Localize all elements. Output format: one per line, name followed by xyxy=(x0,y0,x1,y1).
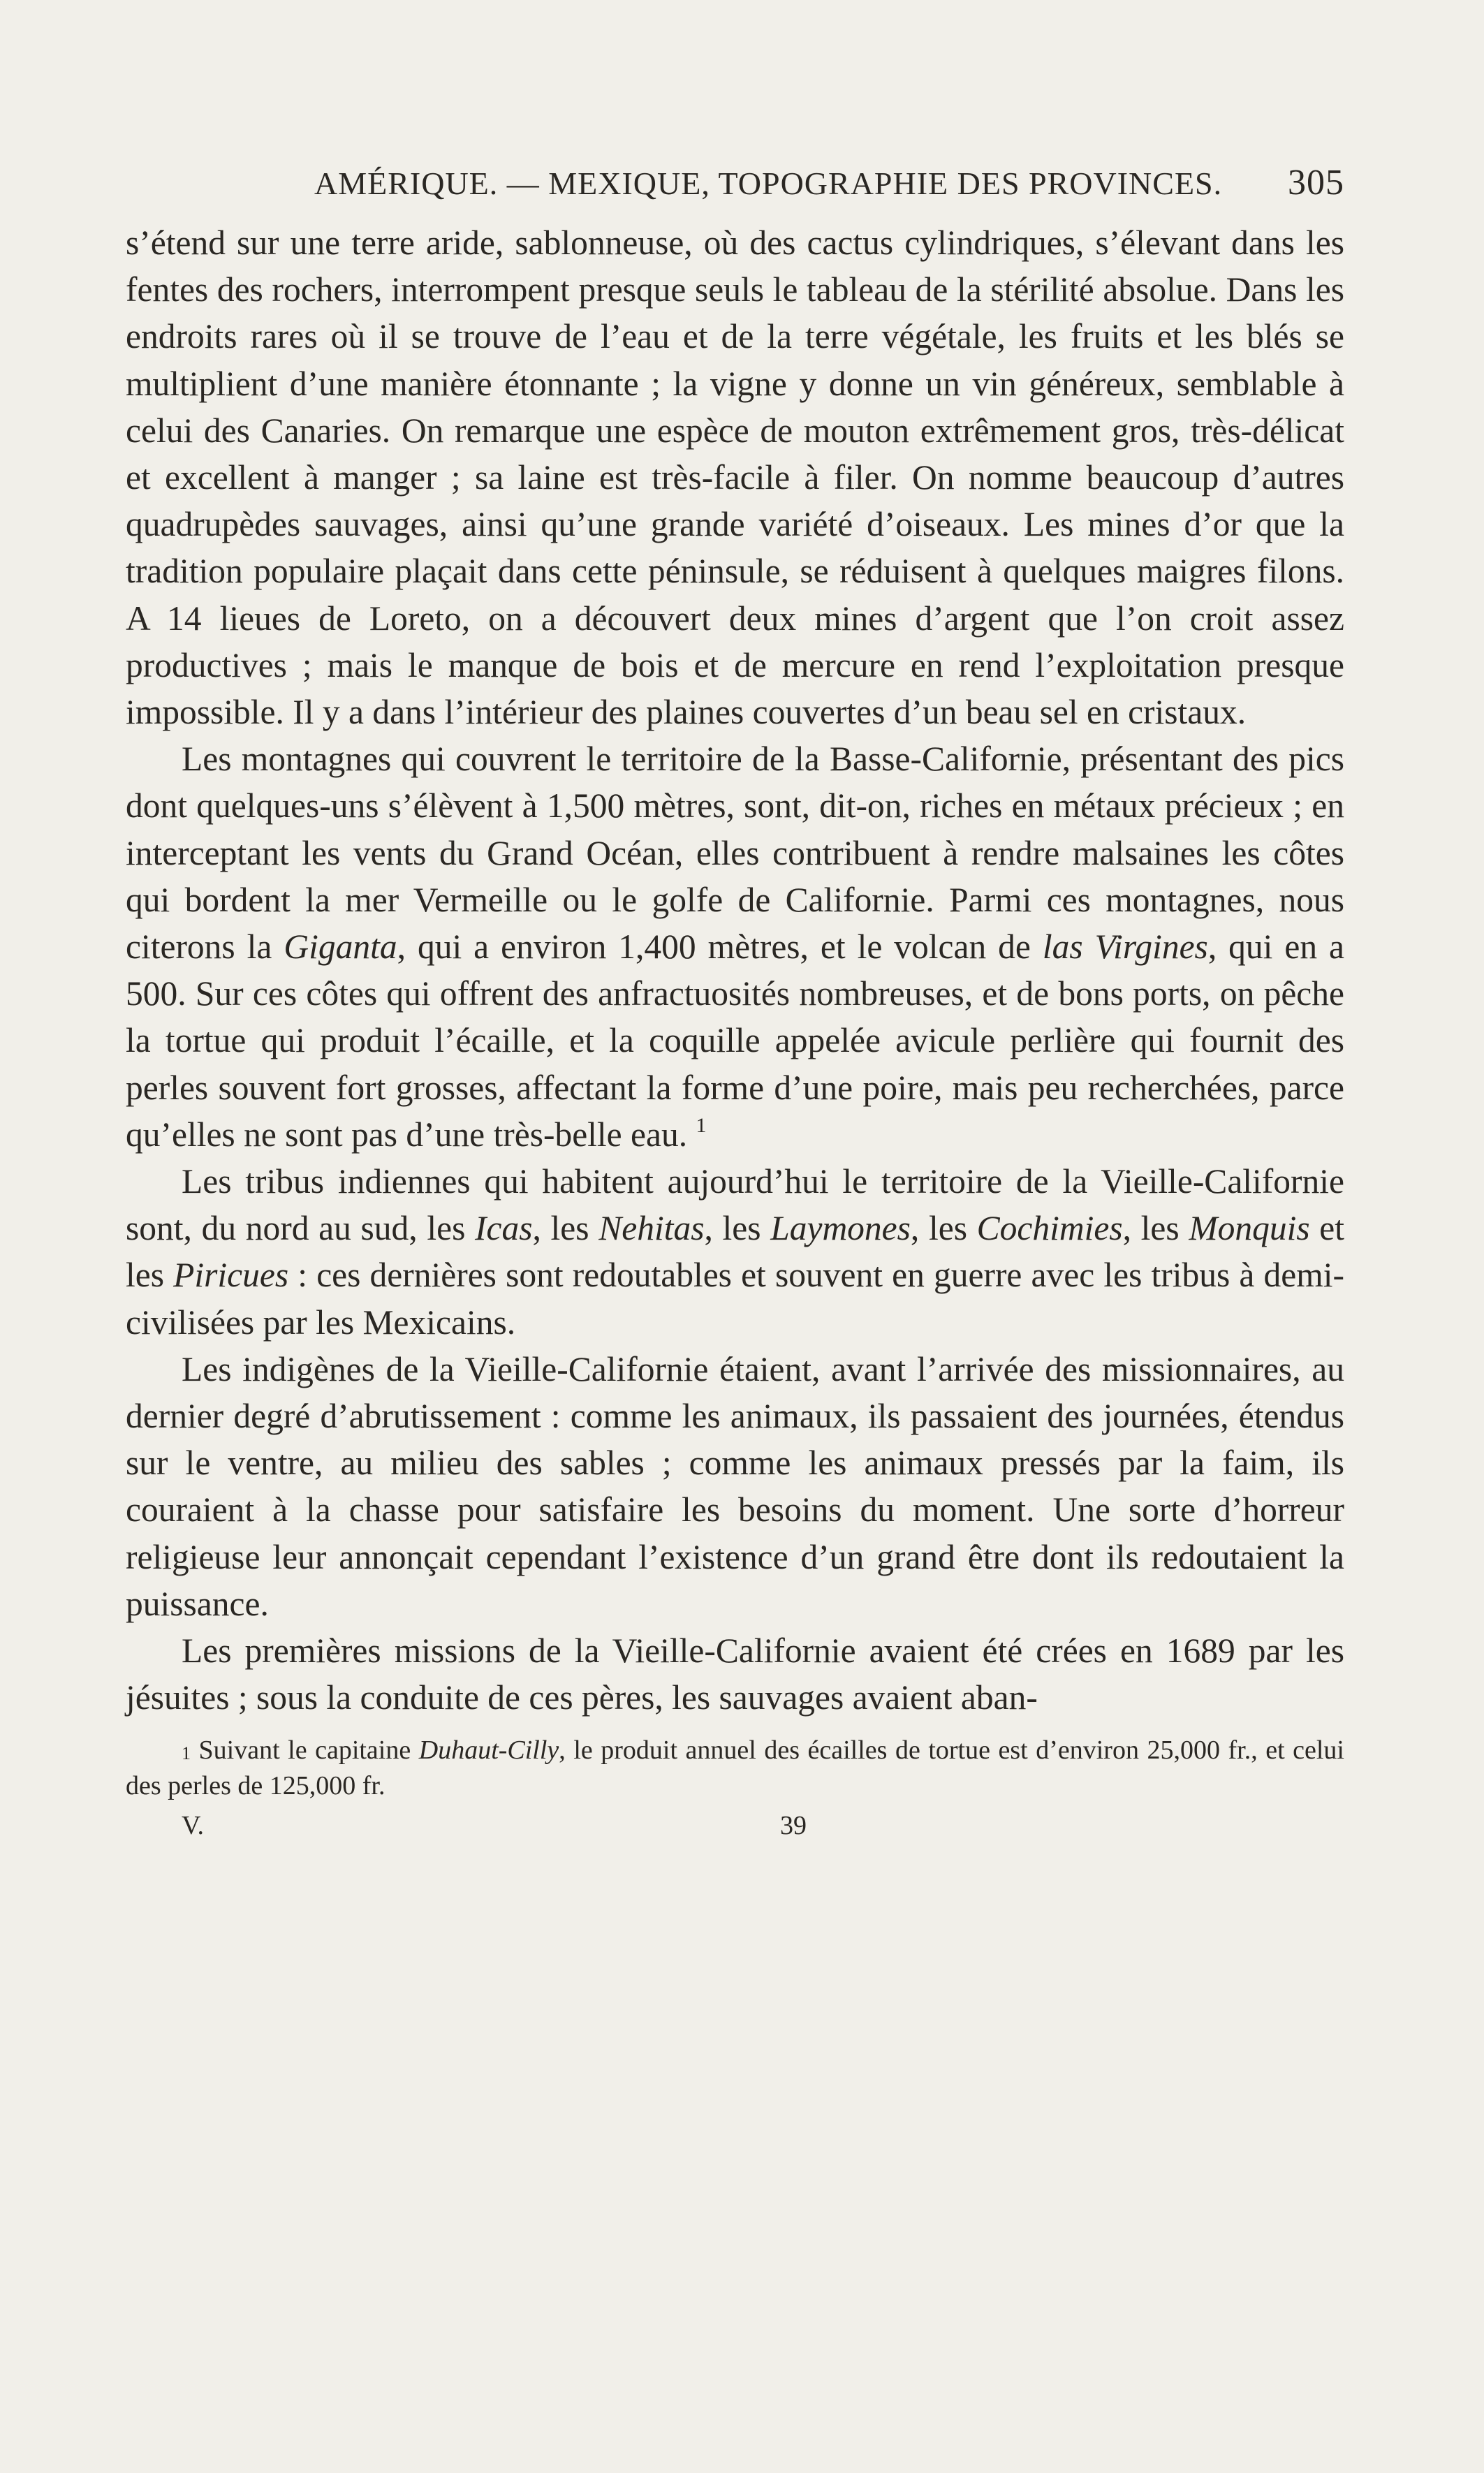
sheet-number: 39 xyxy=(780,1810,807,1840)
tribe-name: Piricues xyxy=(173,1256,289,1295)
footnote-author: Duhaut-Cilly xyxy=(418,1735,559,1765)
place-name-las-virgines: las Virgines xyxy=(1042,927,1208,967)
tribe-name: Nehitas xyxy=(598,1209,705,1248)
paragraph-2-text: , qui a environ 1,400 mètres, et le volcan de xyxy=(397,927,1031,967)
footnote-reference: 1 xyxy=(696,1113,707,1137)
place-name-giganta: Giganta xyxy=(284,927,397,967)
paragraph-3-text: Les tribus indiennes qui habitent aujourd’hui le territoire de la Vieille-Californie sont, du nord au sud, les xyxy=(126,1162,1344,1248)
separator: , les xyxy=(910,1209,967,1248)
footnote xyxy=(126,1733,1344,1804)
paragraph-3-text: : ces dernières sont redoutables et souvent en guerre avec les tribus à demi-civilisées par les Mexicains. xyxy=(126,1256,1345,1342)
signature-line xyxy=(126,1808,1344,1843)
paragraph-2-text: Les montagnes qui couvrent le territoire de la Basse-Californie, présentant des pics dont quelques-uns s’élèvent à 1,500 mètres, sont, dit-on, riches en métaux précieux ; en interceptant les vents du Grand Océan, elles contribuent à rendre malsaines les côtes qui bordent la mer Vermeille ou le golfe de Californie. Parmi ces montagnes, nous citerons la xyxy=(126,740,1344,967)
separator: et les xyxy=(126,1209,1344,1295)
paragraph-3 xyxy=(126,1158,1344,1346)
footnote-marker: 1 xyxy=(182,1742,191,1763)
paragraph-2-text: , qui en a 500. Sur ces côtes qui offrent des anfractuosités nombreuses, et de bons ports, on pêche la tortue qui produit l’écaille, et la coquille appelée avicule perlière qui fournit des perles souvent fort grosses, affectant la forme d’une poire, mais peu recherchées, parce qu’elles ne sont pas d’une très-belle eau. xyxy=(126,927,1345,1154)
volume-signature: V. xyxy=(182,1810,205,1840)
page-number: 305 xyxy=(1288,163,1344,203)
body-text xyxy=(126,219,1344,1722)
footnote-text: Suivant le capitaine xyxy=(198,1735,411,1765)
page xyxy=(126,162,1344,1843)
tribe-name: Laymones xyxy=(770,1209,911,1248)
tribe-name: Icas xyxy=(475,1209,533,1248)
paragraph-5: Les premières missions de la Vieille-Californie avaient été crées en 1689 par les jésuites ; sous la conduite de ces pères, les sauvages avaient aban- xyxy=(126,1631,1344,1717)
separator: , les xyxy=(704,1209,761,1248)
paragraph-1: s’étend sur une terre aride, sablonneuse, où des cactus cylindriques, s’élevant dans les fentes des rochers, interrompent presque seuls le tableau de la stérilité absolue. Dans les endroits rares où il se trouve de l’eau et de la terre végétale, les fruits et les blés se multiplient d’une manière étonnante ; la vigne y donne un vin généreux, semblable à celui des Canaries. On remarque une espèce de mouton extrêmement gros, très-délicat et excellent à manger ; sa laine est très-facile à filer. On nomme beaucoup d’autres quadrupèdes sauvages, ainsi qu’une grande variété d’oiseaux. Les mines d’or que la tradition populaire plaçait dans cette péninsule, se réduisent à quelques maigres filons. A 14 lieues de Loreto, on a découvert deux mines d’argent que l’on croit assez productives ; mais le manque de bois et de mercure en rend l’exploitation presque impossible. Il y a dans l’intérieur des plaines couvertes d’un beau sel en cristaux. xyxy=(126,223,1344,732)
paragraph-4: Les indigènes de la Vieille-Californie étaient, avant l’arrivée des missionnaires, au dernier degré d’abrutissement : comme les animaux, ils passaient des journées, étendus sur le ventre, au milieu des sables ; comme les animaux pressés par la faim, ils couraient à la chasse pour satisfaire les besoins du moment. Une sorte d’horreur religieuse leur annonçait cependant l’existence d’un grand être dont ils redoutaient la puissance. xyxy=(126,1349,1344,1623)
separator: , les xyxy=(532,1209,589,1248)
tribe-name: Cochimies xyxy=(976,1209,1123,1248)
running-head xyxy=(126,162,1344,212)
paragraph-2 xyxy=(126,735,1344,1158)
running-title: AMÉRIQUE. — MEXIQUE, TOPOGRAPHIE DES PROVINCES. xyxy=(314,166,1223,201)
footnote-text: , le produit annuel des écailles de tortue est d’environ 25,000 fr., et celui des perles de 125,000 fr. xyxy=(126,1735,1344,1800)
tribe-name: Monquis xyxy=(1189,1209,1310,1248)
separator: , les xyxy=(1122,1209,1180,1248)
